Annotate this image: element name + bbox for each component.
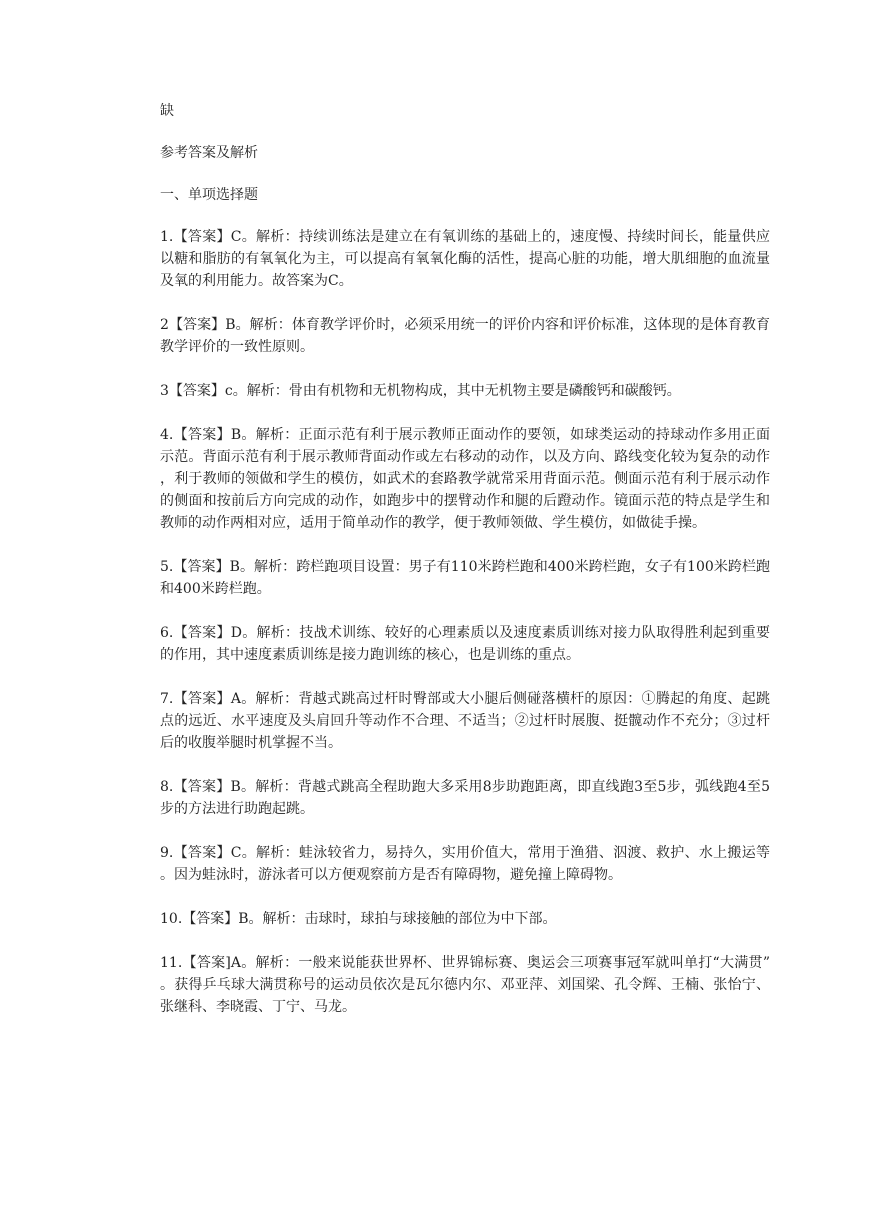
answer-item-10: 10.【答案】B。解析：击球时，球拍与球接触的部位为中下部。 — [160, 911, 557, 927]
answer-item-11: 11.【答案]A。解析：一般来说能获世界杯、世界锦标赛、奥运会三项赛事冠军就叫单打“大满贯”。获得乒乓球大满贯称号的运动员依次是瓦尔德内尔、邓亚萍、刘国梁、孔令辉、王楠、张怡宁、张继科、李晓霞、丁宁、马龙。 — [160, 955, 770, 1015]
answer-item-7: 7.【答案】A。解析：背越式跳高过杆时臀部或大小腿后侧碰落横杆的原因：①腾起的角度、起跳点的远近、水平速度及头肩回升等动作不合理、不适当；②过杆时展腹、挺髋动作不充分；③过杆后的收腹举腿时机掌握不当。 — [160, 691, 770, 751]
answer-item-4: 4.【答案】B。解析：正面示范有利于展示教师正面动作的要领，如球类运动的持球动作多用正面示范。背面示范有利于展示教师背面动作或左右移动的动作，以及方向、路线变化较为复杂的动作，利于教师的领做和学生的模仿，如武术的套路教学就常采用背面示范。侧面示范有利于展示动作的侧面和按前后方向完成的动作，如跑步中的摆臂动作和腿的后蹬动作。镜面示范的特点是学生和教师的动作两相对应，适用于简单动作的教学，便于教师领做、学生模仿，如做徒手操。 — [160, 427, 770, 531]
answer-item-6: 6.【答案】D。解析：技战术训练、较好的心理素质以及速度素质训练对接力队取得胜利起到重要的作用，其中速度素质训练是接力跑训练的核心，也是训练的重点。 — [160, 625, 770, 663]
answer-item-3: 3【答案】c。解析：骨由有机物和无机物构成，其中无机物主要是磷酸钙和碳酸钙。 — [160, 383, 681, 399]
answer-item-2: 2【答案】B。解析：体育教学评价时，必须采用统一的评价内容和评价标准，这体现的是体育教育教学评价的一致性原则。 — [160, 317, 770, 355]
answer-item-5: 5.【答案】B。解析：跨栏跑项目设置：男子有110米跨栏跑和400米跨栏跑，女子有100米跨栏跑和400米跨栏跑。 — [160, 559, 770, 597]
text-fragment: 缺 — [160, 103, 174, 119]
answer-item-9: 9.【答案】C。解析：蛙泳较省力，易持久，实用价值大，常用于渔猎、泅渡、救护、水上搬运等。因为蛙泳时，游泳者可以方便观察前方是否有障碍物，避免撞上障碍物。 — [160, 845, 770, 883]
answer-item-1: 1.【答案】C。解析：持续训练法是建立在有氧训练的基础上的，速度慢、持续时间长，能量供应以糖和脂肪的有氧氧化为主，可以提高有氧氧化酶的活性，提高心脏的功能，增大肌细胞的血流量及氧的利用能力。故答案为C。 — [160, 229, 770, 289]
section-title: 参考答案及解析 — [160, 145, 258, 161]
answer-item-8: 8.【答案】B。解析：背越式跳高全程助跑大多采用8步助跑距离，即直线跑3至5步，弧线跑4至5步的方法进行助跑起跳。 — [160, 779, 770, 817]
subsection-title: 一、单项选择题 — [160, 187, 258, 203]
document-body — [160, 100, 770, 1040]
